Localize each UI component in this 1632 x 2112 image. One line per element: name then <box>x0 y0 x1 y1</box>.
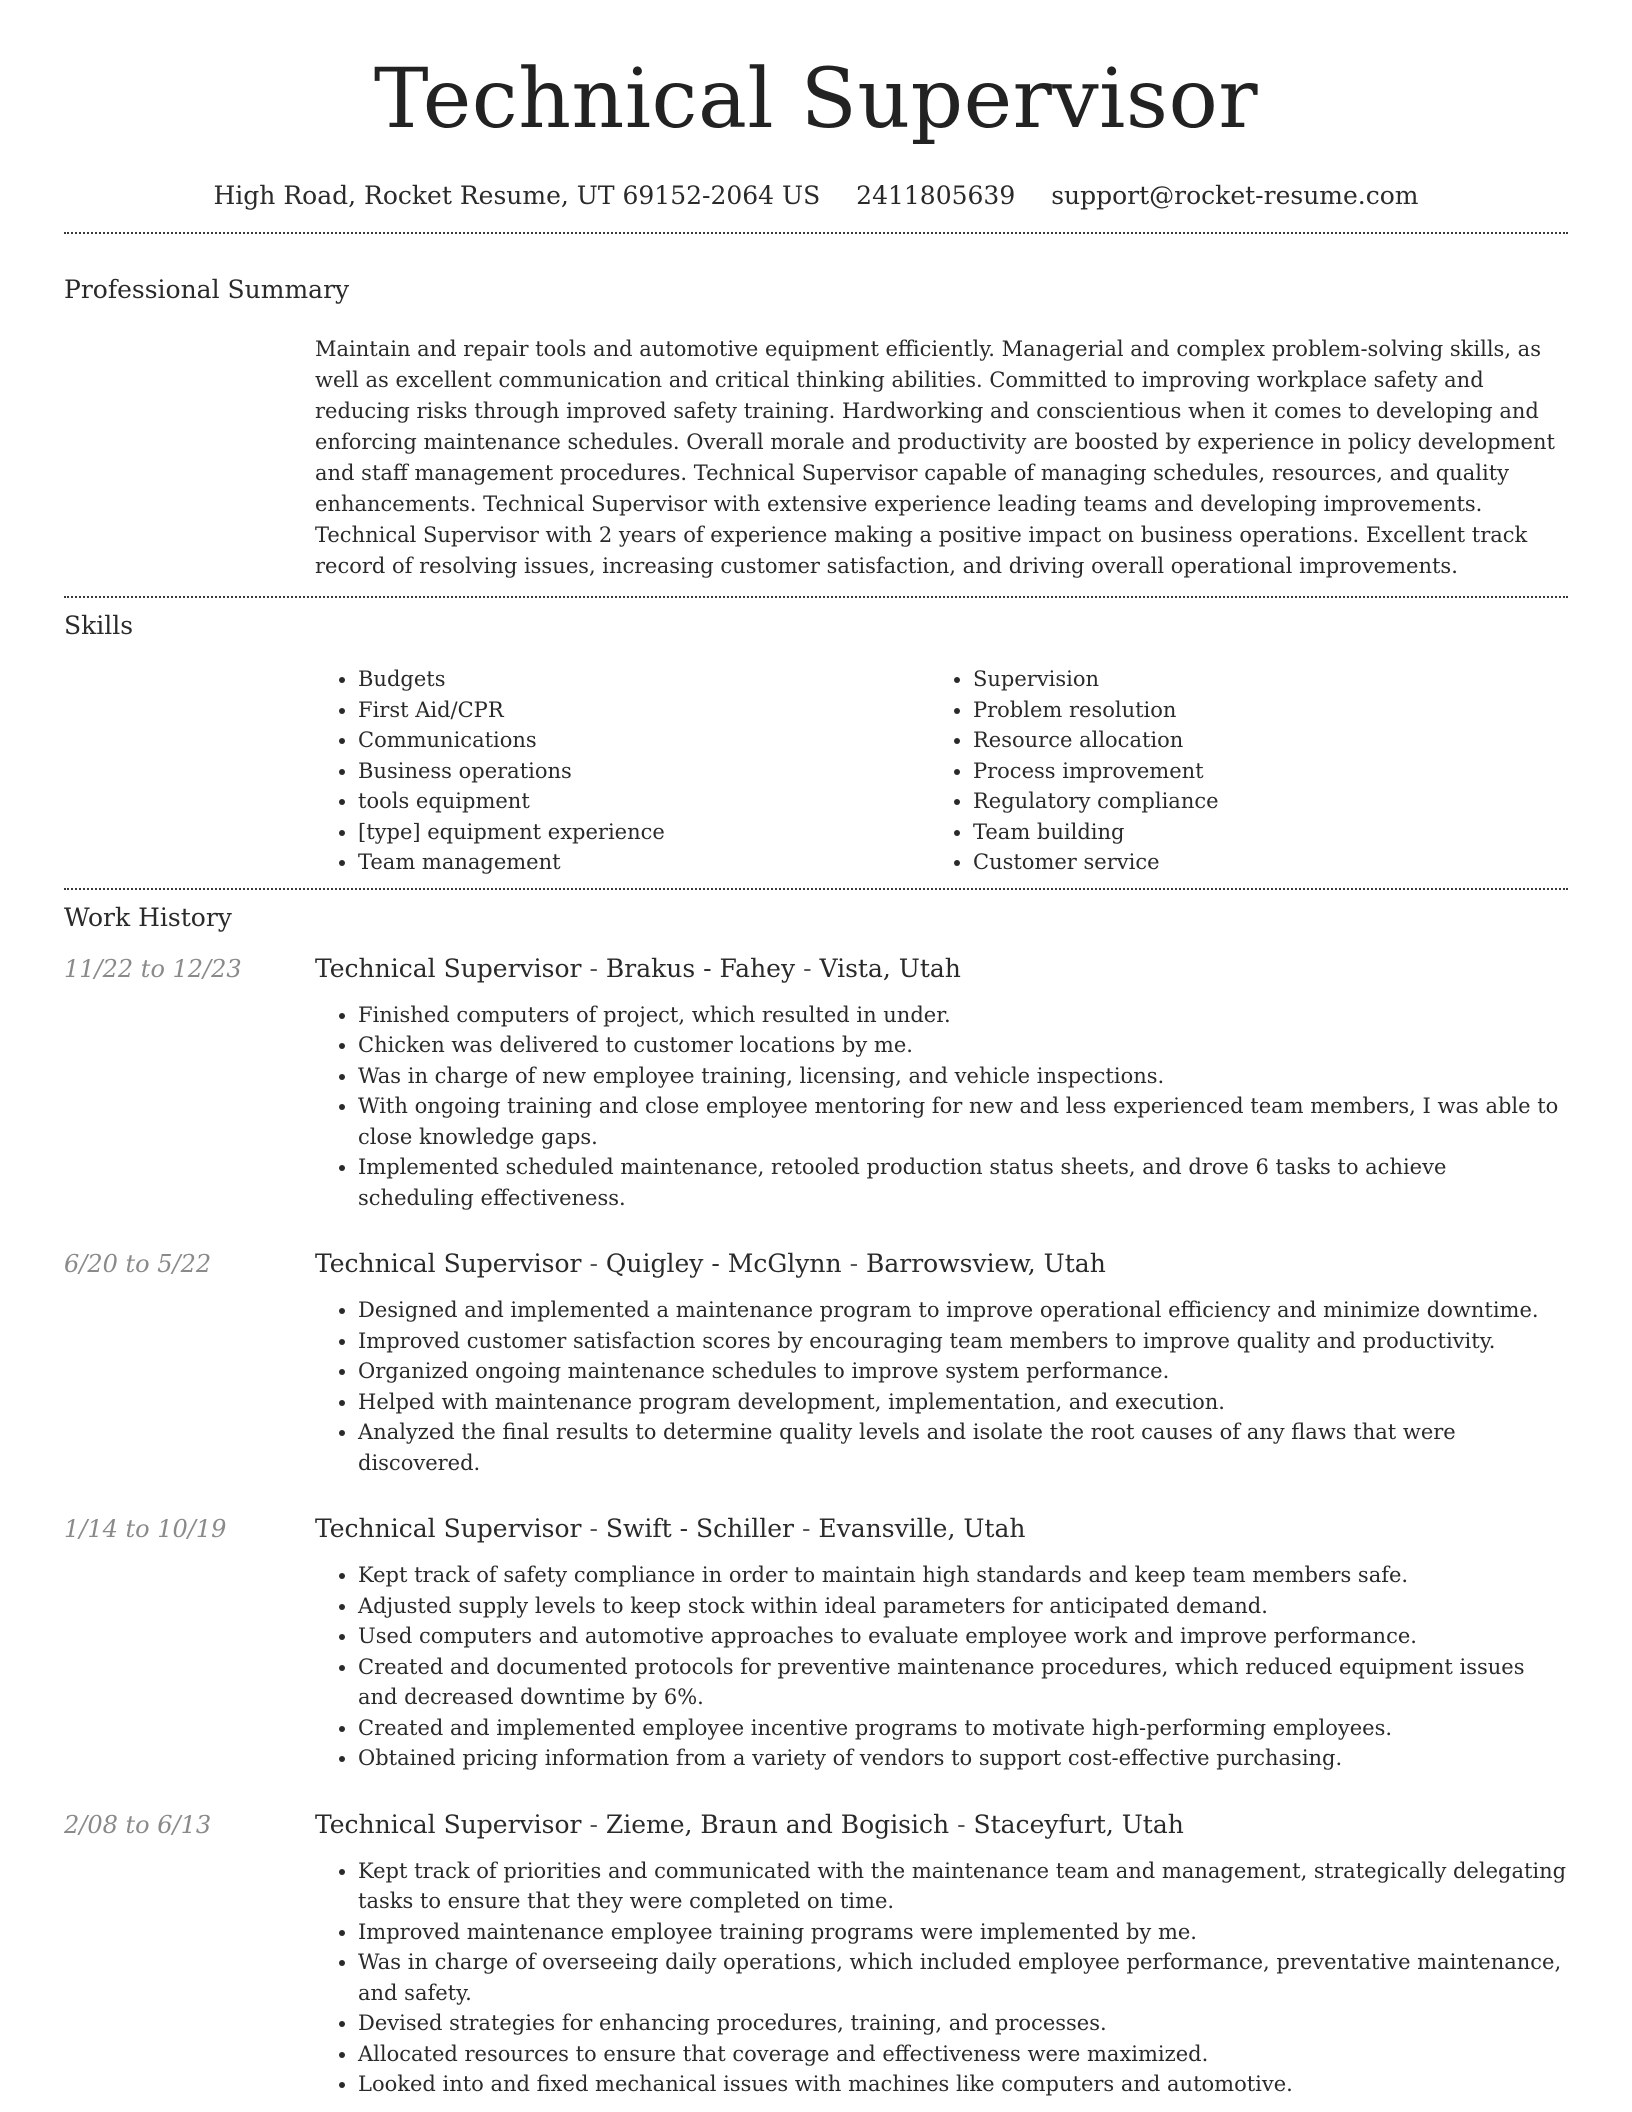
job-bullet: • Improved maintenance employee training programs were implemented by me. <box>358 1917 1568 1948</box>
divider <box>64 888 1568 890</box>
job-bullets <box>315 1856 1568 2100</box>
job-company: Zieme, Braun and Bogisich <box>605 1809 950 1839</box>
skills-heading: Skills <box>64 611 134 640</box>
job-location: Evansville, Utah <box>818 1514 1026 1543</box>
job-dates: 2/08 to 6/13 <box>64 1810 212 1839</box>
job-company: Quigley - McGlynn <box>605 1249 842 1278</box>
job-bullet: • Devised strategies for enhancing procedures, training, and processes. <box>358 2008 1568 2039</box>
page-title: Technical Supervisor <box>373 52 1259 147</box>
job-bullet: • Organized ongoing maintenance schedules to improve system performance. <box>358 1356 1568 1387</box>
skill-item: • Supervision <box>973 664 1545 695</box>
job-dates: 6/20 to 5/22 <box>64 1250 212 1278</box>
job-bullet: • Implemented scheduled maintenance, retooled production status sheets, and drove 6 tasks to achieve scheduling effectiveness. <box>358 1152 1568 1213</box>
job-heading: Technical Supervisor - Swift - Schiller - Evansville, Utah <box>315 1514 1026 1543</box>
job-bullet: • Allocated resources to ensure that coverage and effectiveness were maximized. <box>358 2039 1568 2070</box>
job-entry <box>64 954 1568 1214</box>
job-title: Technical Supervisor <box>315 1249 582 1278</box>
job-bullet: • Improved customer satisfaction scores by encouraging team members to improve quality and productivity. <box>358 1326 1568 1357</box>
job-dates: 11/22 to 12/23 <box>64 954 242 983</box>
skills-column-left <box>315 664 930 878</box>
job-location: Barrowsview, Utah <box>865 1249 1106 1278</box>
contact-address: High Road, Rocket Resume, UT 69152-2064 US <box>213 181 821 210</box>
job-company: Swift - Schiller <box>605 1514 794 1543</box>
skill-item: • First Aid/CPR <box>358 695 930 726</box>
job-bullet: • Finished computers of project, which resulted in under. <box>358 1000 1568 1031</box>
job-bullet: • Helped with maintenance program development, implementation, and execution. <box>358 1387 1568 1418</box>
summary-heading: Professional Summary <box>64 275 350 304</box>
job-dates: 1/14 to 10/19 <box>64 1515 227 1543</box>
job-location: Vista, Utah <box>819 953 961 983</box>
skill-item: • Customer service <box>973 847 1545 878</box>
job-bullets <box>315 1000 1568 1214</box>
job-bullet: • Was in charge of overseeing daily operations, which included employee performance, preventative maintenance, and safety. <box>358 1947 1568 2008</box>
job-bullet: • Looked into and fixed mechanical issues with machines like computers and automotive. <box>358 2069 1568 2100</box>
job-entry <box>64 1810 1568 2100</box>
job-heading: Technical Supervisor - Brakus - Fahey - Vista, Utah <box>315 953 961 983</box>
job-bullet: • Created and documented protocols for preventive maintenance procedures, which reduced equipment issues and decreased downtime by 6%. <box>358 1652 1568 1713</box>
summary-text: Maintain and repair tools and automotive equipment efficiently. Managerial and complex problem-solving skills, as well as excellent communication and critical thinking abilities. Committed to improving workplace safety and reducing risks through improved safety training. Hardworking and conscientious when it comes to developing and enforcing maintenance schedules. Overall morale and productivity are boosted by experience in policy development and staff management procedures. Technical Supervisor capable of managing schedules, resources, and quality enhancements. Technical Supervisor with extensive experience leading teams and developing improvements. Technical Supervisor with 2 years of experience making a positive impact on business operations. Excellent track record of resolving issues, increasing customer satisfaction, and driving overall operational improvements. <box>315 337 1555 578</box>
job-entry <box>64 1249 1568 1478</box>
job-bullet: • Kept track of priorities and communicated with the maintenance team and management, strategically delegating tasks to ensure that they were completed on time. <box>358 1856 1568 1917</box>
skill-item: • Team building <box>973 817 1545 848</box>
job-body <box>315 1810 1568 2100</box>
job-location: Staceyfurt, Utah <box>973 1809 1184 1839</box>
skill-item: • Communications <box>358 725 930 756</box>
job-entry <box>64 1514 1568 1774</box>
job-bullet: • Analyzed the final results to determine quality levels and isolate the root causes of any flaws that were discovered. <box>358 1417 1568 1478</box>
skill-item: • tools equipment <box>358 786 930 817</box>
divider <box>64 596 1568 598</box>
job-bullets <box>315 1295 1568 1478</box>
job-heading: Technical Supervisor - Zieme, Braun and Bogisich - Staceyfurt, Utah <box>315 1809 1184 1839</box>
contact-line <box>64 180 1568 212</box>
job-bullet: • Adjusted supply levels to keep stock within ideal parameters for anticipated demand. <box>358 1591 1568 1622</box>
skill-item: • Regulatory compliance <box>973 786 1545 817</box>
work-history-heading: Work History <box>64 902 232 932</box>
skill-item: • Budgets <box>358 664 930 695</box>
divider <box>64 232 1568 234</box>
job-bullets <box>315 1560 1568 1774</box>
job-title: Technical Supervisor <box>315 1514 582 1543</box>
job-bullet: • Was in charge of new employee training, licensing, and vehicle inspections. <box>358 1061 1568 1092</box>
skill-item: • Resource allocation <box>973 725 1545 756</box>
job-body <box>315 1514 1568 1774</box>
job-bullet: • Created and implemented employee incentive programs to motivate high-performing employees. <box>358 1713 1568 1744</box>
job-heading: Technical Supervisor - Quigley - McGlynn - Barrowsview, Utah <box>315 1249 1106 1278</box>
job-company: Brakus - Fahey <box>605 953 796 983</box>
job-bullet: • Designed and implemented a maintenance program to improve operational efficiency and minimize downtime. <box>358 1295 1568 1326</box>
skill-item: • Process improvement <box>973 756 1545 787</box>
job-bullet: • Used computers and automotive approaches to evaluate employee work and improve performance. <box>358 1621 1568 1652</box>
skills-list <box>315 664 1568 888</box>
job-body <box>315 1249 1568 1478</box>
job-bullet: • With ongoing training and close employee mentoring for new and less experienced team members, I was able to close knowledge gaps. <box>358 1091 1568 1152</box>
skill-item: • Business operations <box>358 756 930 787</box>
job-bullet: • Obtained pricing information from a variety of vendors to support cost-effective purchasing. <box>358 1743 1568 1774</box>
contact-phone: 2411805639 <box>856 181 1016 210</box>
skill-item: • Problem resolution <box>973 695 1545 726</box>
job-bullet: • Kept track of safety compliance in order to maintain high standards and keep team members safe. <box>358 1560 1568 1591</box>
job-title: Technical Supervisor <box>315 1809 582 1839</box>
skill-item: • Team management <box>358 847 930 878</box>
skills-column-right <box>930 664 1545 878</box>
job-bullet: • Chicken was delivered to customer locations by me. <box>358 1030 1568 1061</box>
job-title: Technical Supervisor <box>315 953 582 983</box>
job-body <box>315 954 1568 1214</box>
skill-item: • [type] equipment experience <box>358 817 930 848</box>
contact-email: support@rocket-resume.com <box>1051 181 1419 210</box>
